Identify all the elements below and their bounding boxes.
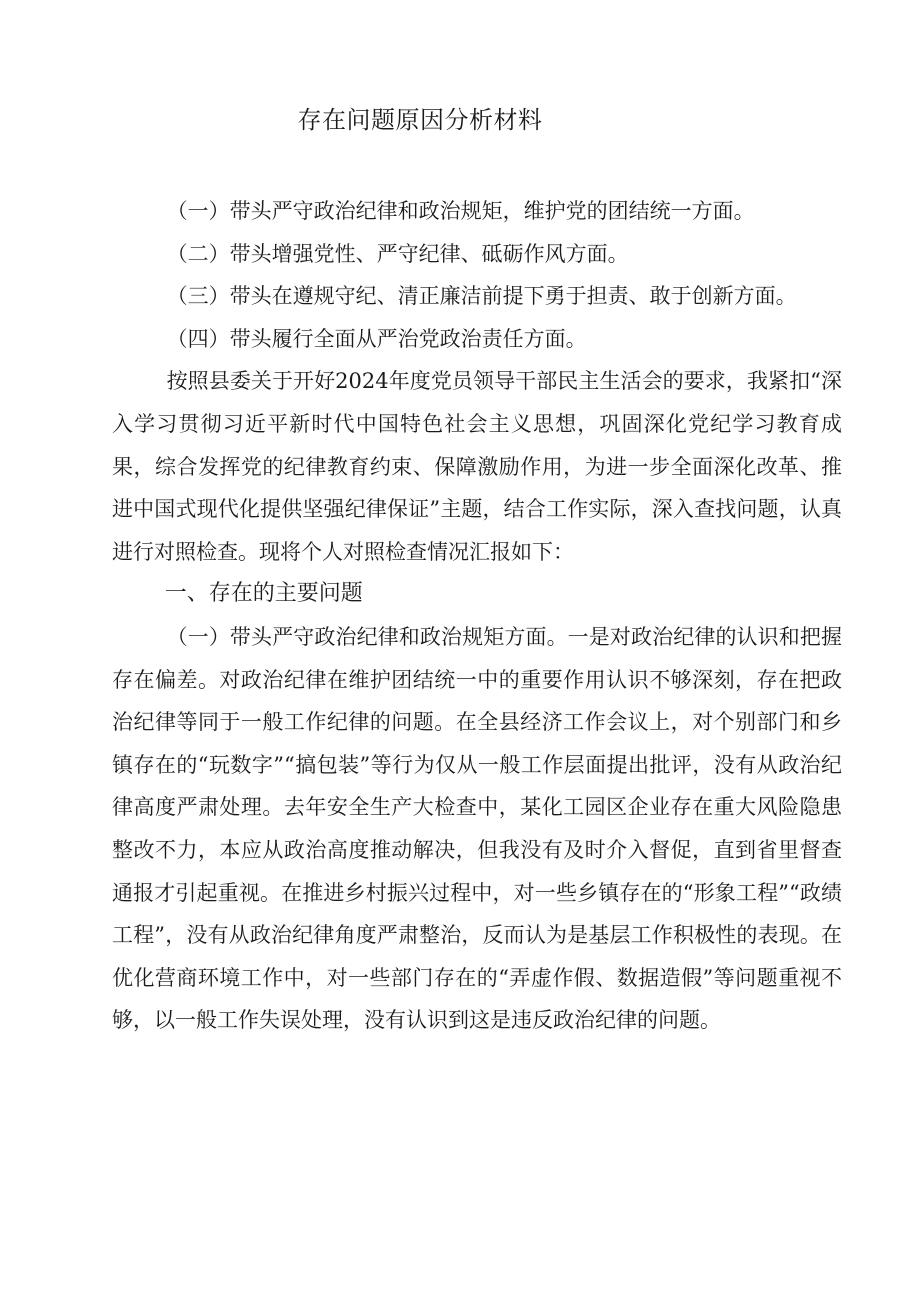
- aspect-item-1: （一）带头严守政治纪律和政治规矩，维护党的团结统一方面。: [166, 199, 755, 223]
- aspect-item-3: （三）带头在遵规守纪、清正廉洁前提下勇于担责、敢于创新方面。: [166, 284, 797, 309]
- section-heading: 一、存在的主要问题: [164, 581, 363, 607]
- aspect-item-2: （二）带头增强党性、严守纪律、砥砺作风方面。: [166, 241, 629, 266]
- aspect-item-4: （四）带头履行全面从严治党政治责任方面。: [166, 326, 587, 351]
- document-body: [112, 190, 842, 1042]
- section-paragraph: （一）带头严守政治纪律和政治规矩方面。一是对政治纪律的认识和把握存在偏差。对政治纪律在维护团结统一中的重要作用认识不够深刻，存在把政治纪律等同于一般工作纪律的问题。在全县经济工作会议上，对个别部门和乡镇存在的“玩数字”“搞包装”等行为仅从一般工作层面提出批评，没有从政治纪律高度严肃处理。去年安全生产大检查中，某化工园区企业存在重大风险隐患整改不力，本应从政治高度推动解决，但我没有及时介入督促，直到省里督查通报才引起重视。在推进乡村振兴过程中，对一些乡镇存在的“形象工程”“政绩工程”，没有从政治纪律角度严肃整治，反而认为是基层工作积极性的表现。在优化营商环境工作中，对一些部门存在的“弄虚作假、数据造假”等问题重视不够，以一般工作失误处理，没有认识到这是违反政治纪律的问题。: [112, 624, 842, 1033]
- document-title: 存在问题原因分析材料: [297, 106, 543, 134]
- intro-paragraph: 按照县委关于开好2024年度党员领导干部民主生活会的要求，我紧扣“深入学习贯彻习近平新时代中国特色社会主义思想，巩固深化党纪学习教育成果，综合发挥党的纪律教育约束、保障激励作用，为进一步全面深化改革、推进中国式现代化提供坚强纪律保证”主题，结合工作实际，深入查找问题，认真进行对照检查。现将个人对照检查情况汇报如下：: [112, 369, 842, 564]
